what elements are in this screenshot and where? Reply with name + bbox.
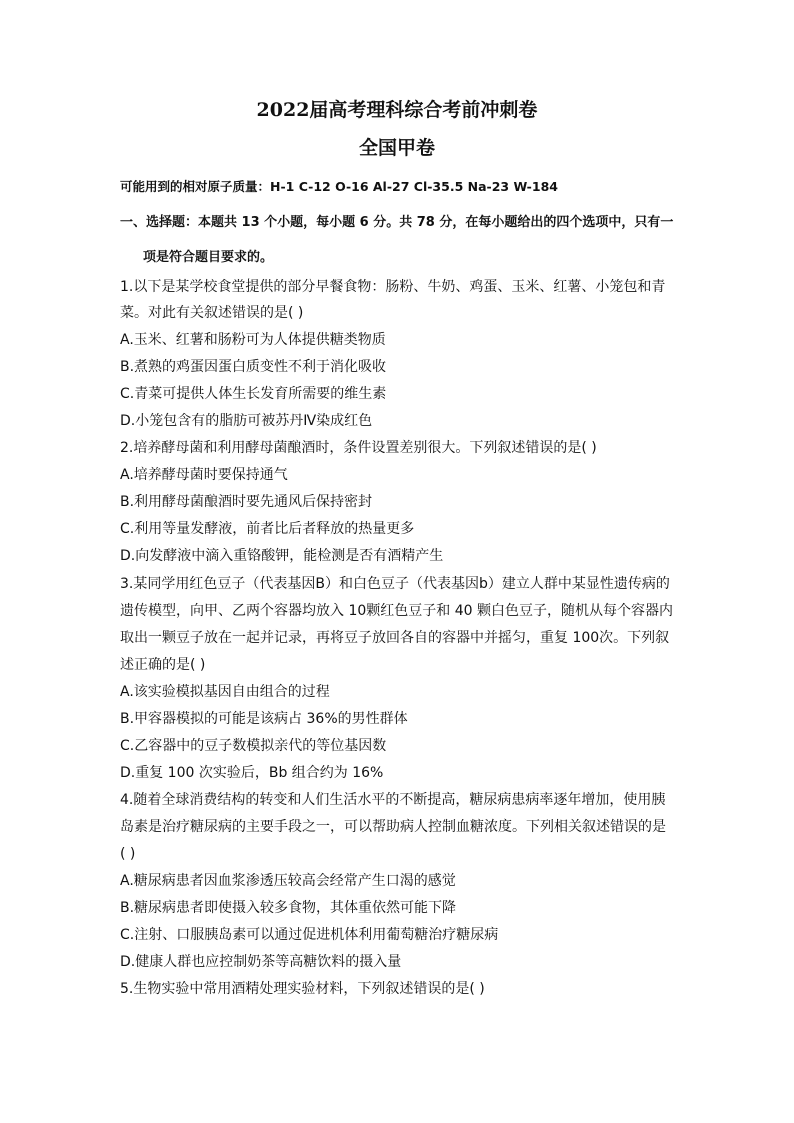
question-line: ( )	[120, 846, 136, 862]
question-line: 1.以下是某学校食堂提供的部分早餐食物：肠粉、牛奶、鸡蛋、玉米、红薯、小笼包和青	[120, 279, 666, 295]
question-line: 岛素是治疗糖尿病的主要手段之一，可以帮助病人控制血糖浓度。下列相关叙述错误的是	[120, 819, 666, 835]
option-line: A.糖尿病患者因血浆渗透压较高会经常产生口渴的感觉	[120, 873, 456, 889]
option-line: D.小笼包含有的脂肪可被苏丹Ⅳ染成红色	[120, 413, 373, 429]
option-line: D.重复 100 次实验后，Bb 组合约为 16%	[120, 765, 384, 781]
option-line: C.乙容器中的豆子数模拟亲代的等位基因数	[120, 738, 387, 754]
question-line: 3.某同学用红色豆子（代表基因B）和白色豆子（代表基因b）建立人群中某显性遗传病的	[120, 576, 670, 592]
option-line: B.甲容器模拟的可能是该病占 36%的男性群体	[120, 711, 408, 727]
question-line: 菜。对此有关叙述错误的是( )	[120, 305, 304, 321]
section-heading-line1: 一、选择题：本题共 13 个小题，每小题 6 分。共 78 分，在每小题给出的四个选项中，只有一	[120, 215, 674, 230]
question-line: 述正确的是( )	[120, 657, 206, 673]
question-line: 2.培养酵母菌和利用酵母菌酿酒时，条件设置差别很大。下列叙述错误的是( )	[120, 440, 597, 456]
question-line: 取出一颗豆子放在一起并记录，再将豆子放回各自的容器中并摇匀，重复 100次。下列叙	[120, 630, 670, 646]
option-line: C.利用等量发酵液，前者比后者释放的热量更多	[120, 521, 415, 537]
option-line: A.玉米、红薯和肠粉可为人体提供糖类物质	[120, 332, 386, 348]
option-line: A.该实验模拟基因自由组合的过程	[120, 684, 330, 700]
question-line: 遗传模型，向甲、乙两个容器均放入 10颗红色豆子和 40 颗白色豆子，随机从每个容器内	[120, 603, 673, 619]
option-line: D.健康人群也应控制奶茶等高糖饮料的摄入量	[120, 954, 402, 970]
option-line: B.煮熟的鸡蛋因蛋白质变性不利于消化吸收	[120, 359, 387, 375]
option-line: C.青菜可提供人体生长发育所需要的维生素	[120, 386, 387, 402]
atomic-masses-line: 可能用到的相对原子质量：H-1 C-12 O-16 Al-27 Cl-35.5 Na-23 W-184	[120, 179, 558, 194]
option-line: B.糖尿病患者即使摄入较多食物，其体重依然可能下降	[120, 900, 457, 916]
option-line: B.利用酵母菌酿酒时要先通风后保持密封	[120, 494, 373, 510]
option-line: C.注射、口服胰岛素可以通过促进机体利用葡萄糖治疗糖尿病	[120, 927, 499, 943]
section-heading-line2: 项是符合题目要求的。	[143, 250, 274, 265]
question-line: 5.生物实验中常用酒精处理实验材料，下列叙述错误的是( )	[120, 981, 485, 997]
question-line: 4.随着全球消费结构的转变和人们生活水平的不断提高，糖尿病患病率逐年增加，使用胰	[120, 792, 666, 808]
page-subtitle: 全国甲卷	[358, 137, 435, 159]
page-title: 2022届高考理科综合考前冲刺卷	[256, 99, 538, 121]
option-line: D.向发酵液中滴入重铬酸钾，能检测是否有酒精产生	[120, 548, 444, 564]
option-line: A.培养酵母菌时要保持通气	[120, 467, 288, 483]
